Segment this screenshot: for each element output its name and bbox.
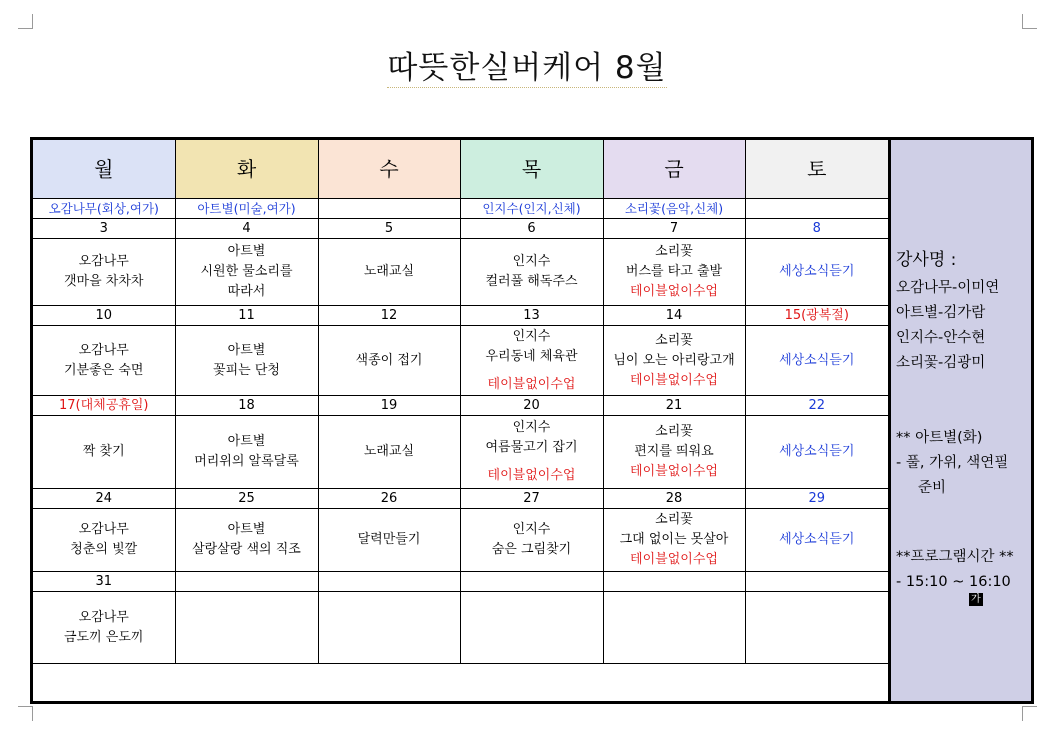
activity-cell: [745, 326, 888, 396]
info-sidebar: [888, 140, 1031, 701]
activity-text: 살랑살랑 색의 직조: [192, 542, 301, 557]
instructor-label: 아트별(미술,여가): [175, 199, 318, 219]
instructor-label: [745, 199, 888, 219]
activity-text: 노래교실: [363, 264, 415, 279]
crop-mark-top-left: [18, 14, 33, 29]
activity-cell: [175, 326, 318, 396]
date-number: 22: [745, 396, 888, 416]
weekday-header: 월: [33, 140, 175, 199]
teachers-block: [896, 248, 1036, 376]
instructor-label: [318, 199, 460, 219]
activity-text: 시원한 물소리를: [200, 264, 293, 279]
date-number: [175, 572, 318, 592]
page-title: [0, 42, 1054, 87]
activity-cell: [318, 509, 460, 572]
font-badge: 가: [971, 594, 981, 605]
activity-text: 오감나무: [78, 254, 129, 269]
activity-row: [33, 592, 888, 664]
activity-cell: [33, 509, 175, 572]
activity-text: 소리꽃: [655, 244, 693, 259]
art-supplies-note: [896, 426, 1036, 501]
activity-row: [33, 416, 888, 489]
activity-cell: [318, 239, 460, 306]
date-number: 25: [175, 489, 318, 509]
activity-cell: [175, 509, 318, 572]
date-row: [33, 572, 888, 592]
date-number: 21: [603, 396, 745, 416]
activity-text: 그대 없이는 못살아: [619, 532, 729, 547]
instructor-label: 오감나무(회상,여가): [33, 199, 175, 219]
activity-text: 테이블없이수업: [487, 376, 576, 392]
date-number: 12: [318, 306, 460, 326]
instructor-label: 소리꽃(음악,신체): [603, 199, 745, 219]
activity-text: 세상소식듣기: [779, 444, 855, 459]
activity-text: 청춘의 빛깔: [70, 542, 138, 557]
activity-text: 갯마을 차차차: [64, 274, 144, 289]
activity-cell: [318, 592, 460, 664]
activity-text: 인지수: [512, 254, 551, 269]
activity-text: 노래교실: [363, 444, 415, 459]
activity-cell: [603, 509, 745, 572]
activity-text: 꽃피는 단청: [213, 362, 280, 378]
note-line: - 15:10 ~ 16:10: [896, 574, 1011, 590]
line-gap: [461, 367, 603, 375]
calendar-table: [33, 140, 888, 694]
activity-text: 세상소식듣기: [779, 532, 855, 547]
activity-text: 테이블없이수업: [487, 468, 576, 483]
note-line: 준비: [918, 480, 947, 496]
activity-text: 인지수: [512, 328, 551, 344]
activity-cell: [175, 592, 318, 664]
date-number: 6: [460, 219, 603, 239]
activity-text: 세상소식듣기: [779, 264, 855, 279]
activity-text: 아트별: [227, 244, 266, 259]
teacher-line: 아트별-김가람: [896, 305, 986, 321]
activity-text: 인지수: [512, 522, 551, 537]
crop-mark-top-right: [1022, 14, 1037, 29]
activity-text: 소리꽃: [655, 512, 693, 527]
date-row: [33, 396, 888, 416]
activity-cell: [460, 592, 603, 664]
date-number: 7: [603, 219, 745, 239]
activity-cell: [318, 416, 460, 489]
date-number: 20: [460, 396, 603, 416]
activity-text: 편지를 띄워요: [634, 444, 714, 459]
date-number: 26: [318, 489, 460, 509]
activity-text: 머리위의 알록달록: [194, 454, 299, 469]
activity-cell: [745, 509, 888, 572]
teacher-line: 인지수-안수현: [896, 330, 986, 346]
date-number: 31: [33, 572, 175, 592]
activity-text: 따라서: [227, 284, 266, 299]
activity-text: 오감나무: [78, 522, 129, 537]
date-row: [33, 219, 888, 239]
activity-cell: [175, 416, 318, 489]
activity-text: 오감나무: [78, 609, 129, 625]
spacer-row: [33, 664, 888, 695]
activity-cell: [460, 326, 603, 396]
activity-text: 달력만들기: [357, 532, 421, 547]
activity-text: 숨은 그림찾기: [491, 542, 572, 557]
activity-text: 버스를 타고 출발: [625, 264, 723, 279]
crop-mark-bottom-right: [1022, 706, 1037, 721]
spacer-cell: [33, 664, 888, 695]
activity-text: 소리꽃: [655, 332, 693, 348]
date-number: 10: [33, 306, 175, 326]
date-number: [318, 572, 460, 592]
date-number: 14: [603, 306, 745, 326]
crop-mark-bottom-left: [18, 706, 33, 721]
date-row: [33, 489, 888, 509]
calendar-frame: [30, 137, 1034, 704]
page-title-text: 따뜻한실버케어 8월: [387, 50, 667, 86]
teachers-title: 강사명 :: [896, 250, 957, 270]
activity-cell: [318, 326, 460, 396]
date-number: 24: [33, 489, 175, 509]
weekday-header: 목: [460, 140, 603, 199]
activity-cell: [33, 239, 175, 306]
activity-row: [33, 326, 888, 396]
date-number: 3: [33, 219, 175, 239]
date-number: [745, 572, 888, 592]
date-number: 29: [745, 489, 888, 509]
date-number: 13: [460, 306, 603, 326]
activity-text: 색종이 접기: [355, 352, 423, 368]
activity-text: 테이블없이수업: [630, 552, 718, 567]
activity-cell: [33, 326, 175, 396]
teacher-line: 오감나무-이미연: [896, 280, 1000, 296]
date-number: 17(대체공휴일): [33, 396, 175, 416]
note-line: - 풀, 가위, 색연필: [896, 455, 1009, 471]
activity-cell: [175, 239, 318, 306]
activity-text: 소리꽃: [655, 424, 693, 439]
instructor-label: 인지수(인지,신체): [460, 199, 603, 219]
date-number: [603, 572, 745, 592]
date-number: 18: [175, 396, 318, 416]
activity-text: 기분좋은 숙면: [64, 362, 144, 378]
activity-row: [33, 239, 888, 306]
activity-cell: [460, 416, 603, 489]
activity-cell: [603, 592, 745, 664]
note-line: ** 아트별(화): [896, 430, 983, 446]
activity-text: 테이블없이수업: [630, 464, 718, 479]
activity-text: 아트별: [227, 342, 266, 358]
activity-cell: [745, 239, 888, 306]
activity-text: 님이 오는 아리랑고개: [613, 352, 735, 368]
activity-text: 아트별: [227, 522, 266, 537]
activity-text: 컬러풀 해독주스: [485, 274, 578, 289]
weekday-header: 금: [603, 140, 745, 199]
program-time-note: [896, 545, 1036, 605]
activity-cell: [603, 416, 745, 489]
activity-text: 테이블없이수업: [630, 284, 718, 299]
date-number: 19: [318, 396, 460, 416]
line-gap: [461, 458, 603, 466]
activity-text: 아트별: [227, 434, 266, 449]
weekday-header: 화: [175, 140, 318, 199]
activity-cell: [745, 592, 888, 664]
activity-text: 금도끼 은도끼: [64, 629, 144, 645]
weekday-header-row: [33, 140, 888, 199]
date-row: [33, 306, 888, 326]
date-number: 15(광복절): [745, 306, 888, 326]
date-number: 11: [175, 306, 318, 326]
activity-text: 오감나무: [78, 342, 129, 358]
teacher-line: 소리꽃-김광미: [896, 355, 986, 371]
activity-text: 여름물고기 잡기: [485, 440, 578, 455]
activity-cell: [33, 416, 175, 489]
date-number: 28: [603, 489, 745, 509]
activity-text: 테이블없이수업: [630, 372, 718, 388]
activity-text: 짝 찾기: [82, 444, 125, 459]
instructor-row: [33, 199, 888, 219]
weekday-header: 토: [745, 140, 888, 199]
weekday-header: 수: [318, 140, 460, 199]
activity-cell: [33, 592, 175, 664]
date-number: 4: [175, 219, 318, 239]
date-number: 27: [460, 489, 603, 509]
activity-row: [33, 509, 888, 572]
date-number: 5: [318, 219, 460, 239]
activity-cell: [603, 326, 745, 396]
activity-cell: [603, 239, 745, 306]
activity-cell: [460, 509, 603, 572]
activity-text: 세상소식듣기: [779, 352, 855, 368]
activity-text: 인지수: [512, 420, 551, 435]
date-number: 8: [745, 219, 888, 239]
date-number: [460, 572, 603, 592]
activity-cell: [745, 416, 888, 489]
activity-text: 우리동네 체육관: [485, 348, 578, 364]
activity-cell: [460, 239, 603, 306]
note-line: **프로그램시간 **: [896, 549, 1014, 565]
